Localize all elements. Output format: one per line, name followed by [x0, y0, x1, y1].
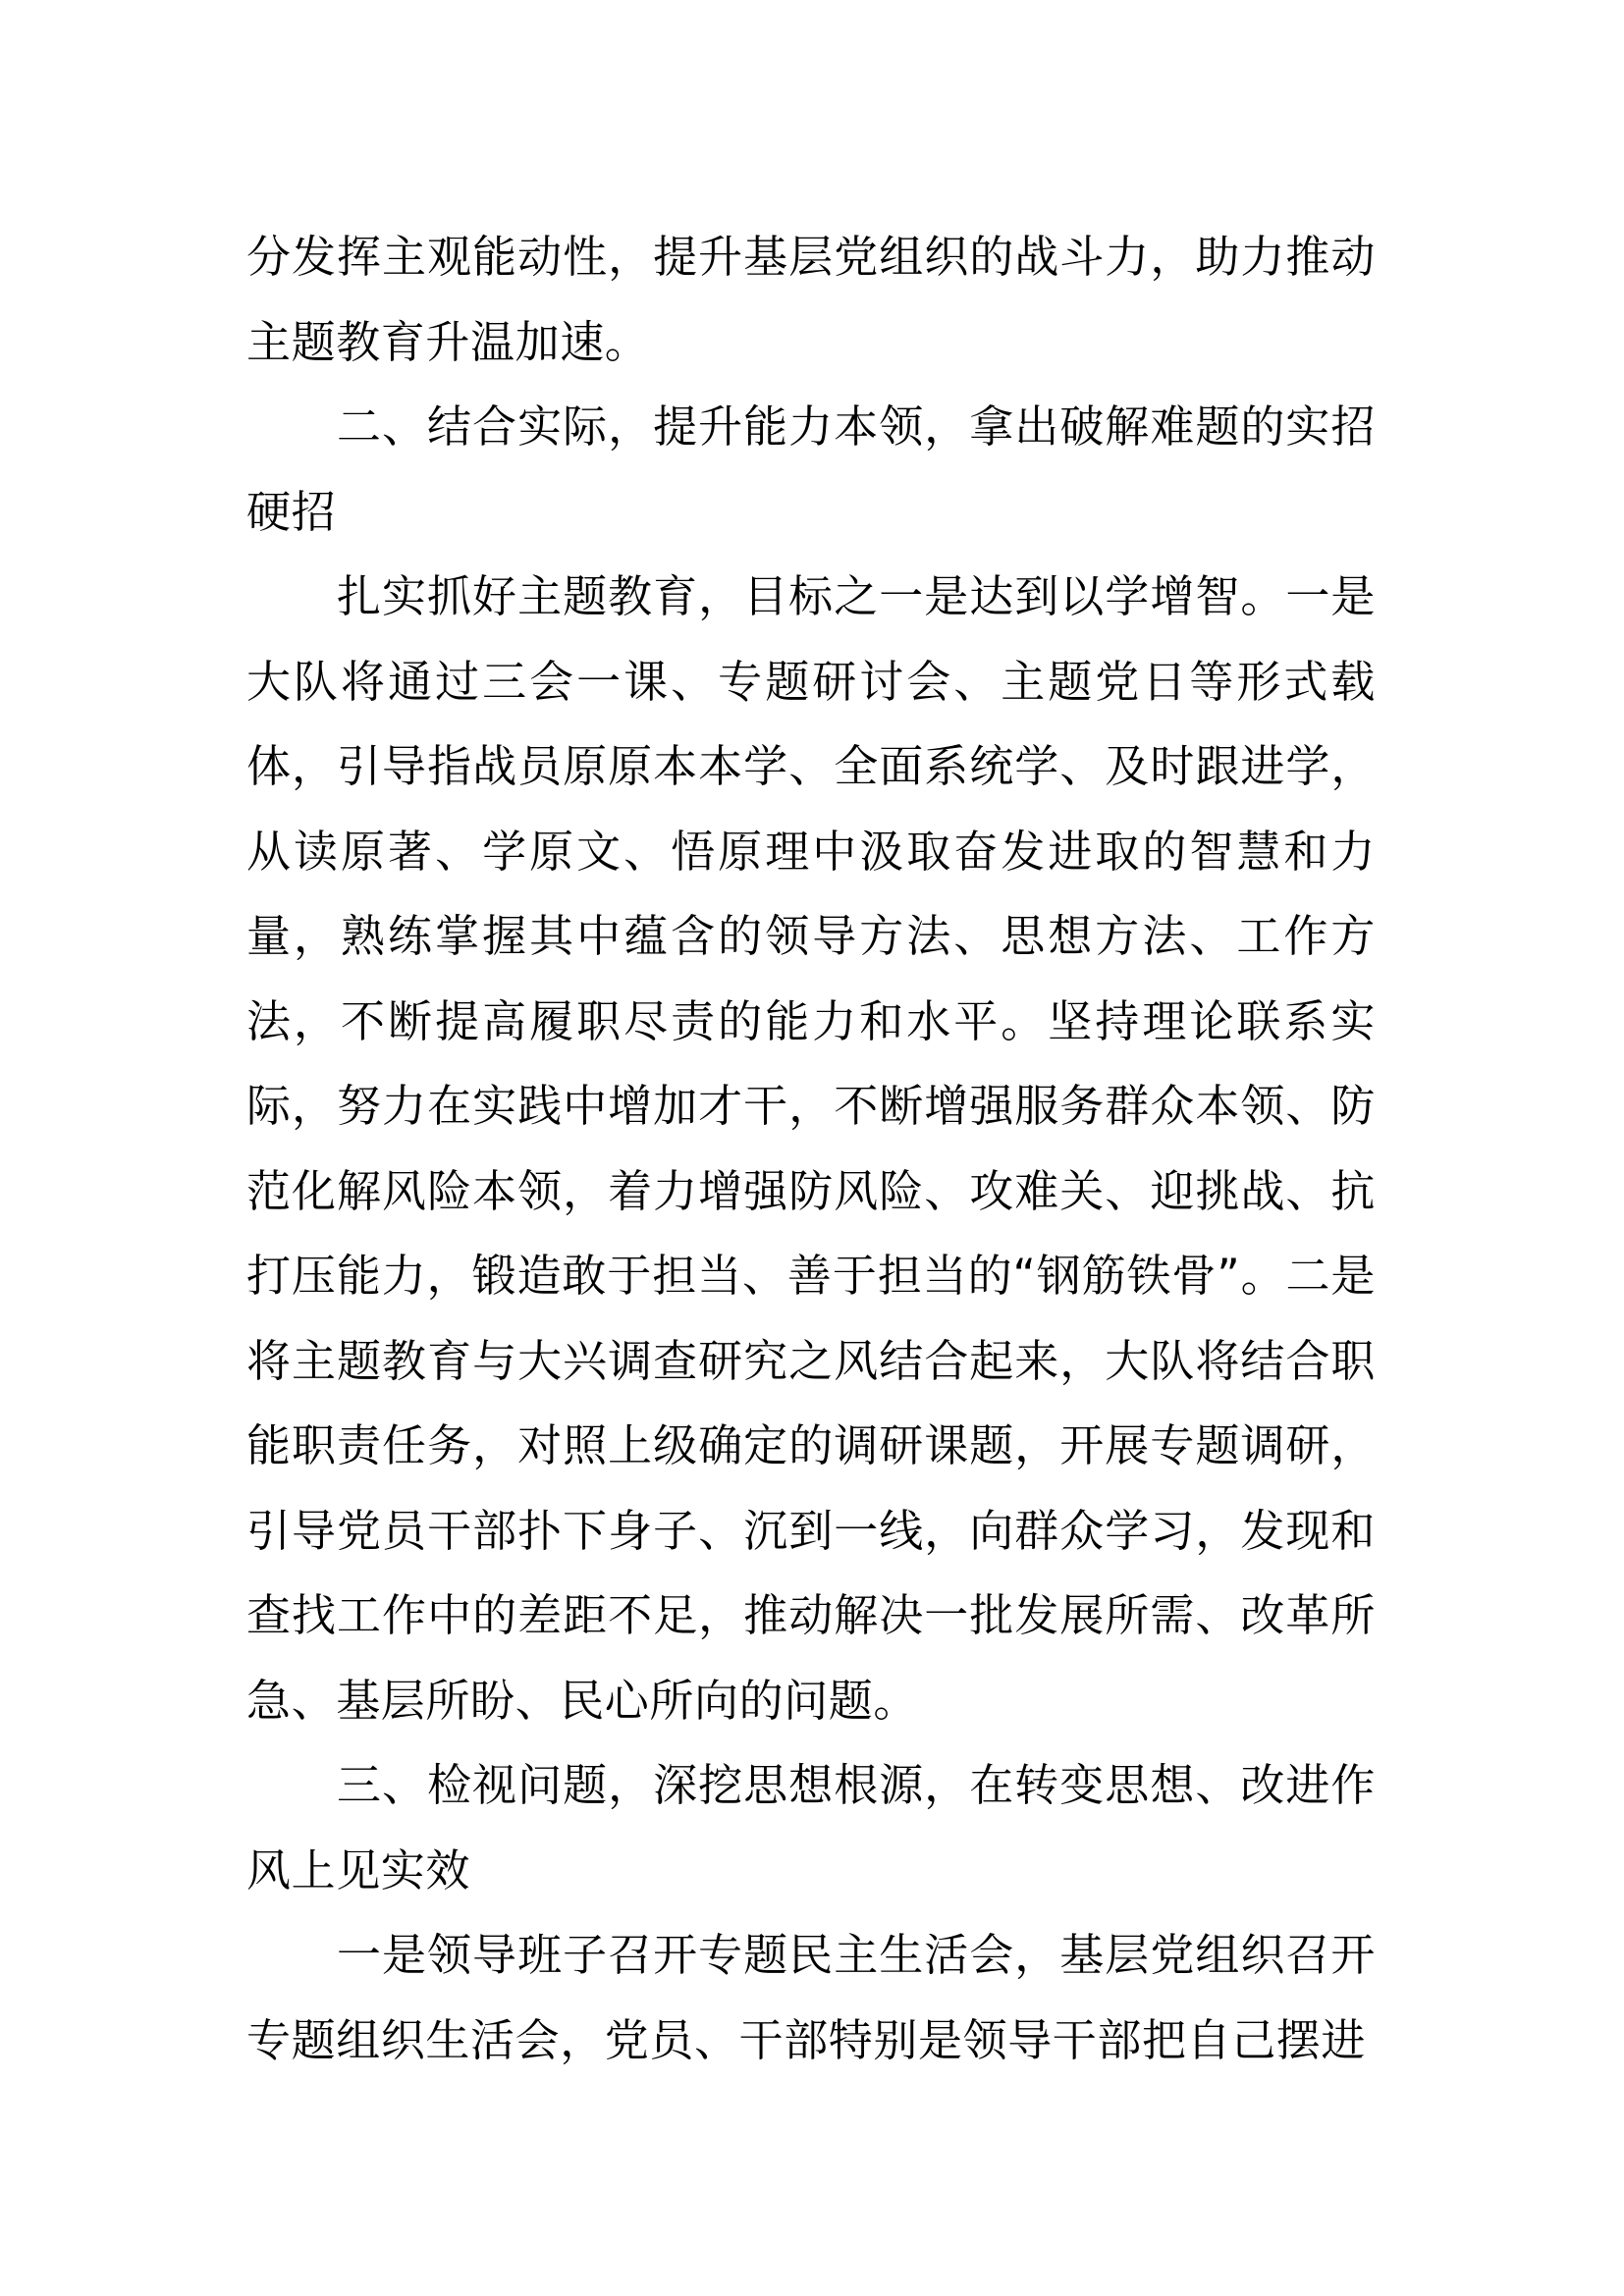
document-page: [246, 215, 1376, 2083]
section-heading-3: 三、检视问题，深挖思想根源，在转变思想、改进作风上见实效: [246, 1759, 1376, 1896]
paragraph-section-2-body: 扎实抓好主题教育，目标之一是达到以学增智。一是大队将通过三会一课、专题研讨会、主题党日等形式载体，引导指战员原原本本学、全面系统学、及时跟进学，从读原著、学原文、悟原理中汲取奋发进取的智慧和力量，熟练掌握其中蕴含的领导方法、思想方法、工作方法，不断提高履职尽责的能力和水平。坚持理论联系实际，努力在实践中增加才干，不断增强服务群众本领、防范化解风险本领，着力增强防风险、攻难关、迎挑战、抗打压能力，锻造敢于担当、善于担当的“钢筋铁骨”。二是将主题教育与大兴调查研究之风结合起来，大队将结合职能职责任务，对照上级确定的调研课题，开展专题调研，引导党员干部扑下身子、沉到一线，向群众学习，发现和查找工作中的差距不足，推动解决一批发展所需、改革所急、基层所盼、民心所向的问题。: [246, 570, 1376, 1727]
paragraph-continuation: 分发挥主观能动性，提升基层党组织的战斗力，助力推动主题教育升温加速。: [246, 231, 1376, 368]
paragraph-section-3-body: 一是领导班子召开专题民主生活会，基层党组织召开专题组织生活会，党员、干部特别是领导干部把自己摆进: [246, 1929, 1376, 2066]
section-heading-2: 二、结合实际，提升能力本领，拿出破解难题的实招硬招: [246, 400, 1376, 538]
